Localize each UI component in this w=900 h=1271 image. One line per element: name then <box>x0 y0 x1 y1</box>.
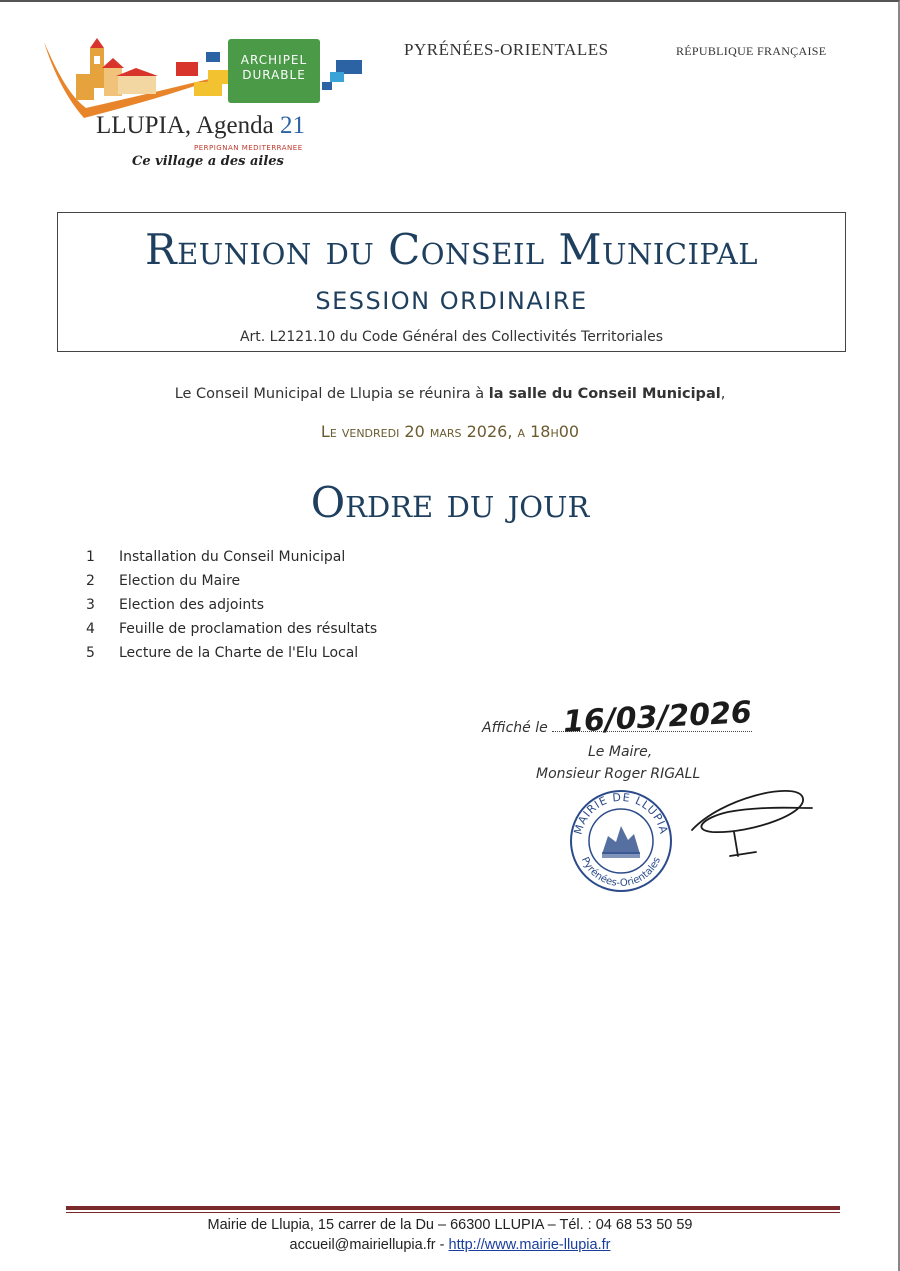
village-logo-icon <box>40 34 380 174</box>
department-heading: PYRÉNÉES-ORIENTALES <box>404 40 609 59</box>
convocation-suffix: , <box>720 386 726 402</box>
footer-address: Mairie de Llupia, 15 carrer de la Du – 66300 LLUPIA – Tél. : 04 68 53 50 59 <box>207 1217 693 1233</box>
footer-rule-thick <box>66 1206 840 1210</box>
session-type: SESSION ORDINAIRE <box>315 287 588 315</box>
agenda-list <box>86 549 377 669</box>
agenda-item-number: 5 <box>86 645 95 661</box>
convocation-place: la salle du Conseil Municipal <box>488 386 721 402</box>
agenda-item-number: 2 <box>86 573 95 589</box>
footer-separator: - <box>435 1237 449 1253</box>
agenda-item-label: Lecture de la Charte de l'Elu Local <box>119 645 359 661</box>
logo-name-number: 21 <box>280 112 305 139</box>
stamp-top-text: MAIRIE DE LLUPIA <box>571 790 671 836</box>
logo-motto: Ce village a des ailes <box>132 154 284 169</box>
agenda-item <box>86 573 377 597</box>
agenda-item <box>86 621 377 645</box>
logo-name <box>96 112 305 140</box>
meeting-date: Le vendredi 20 mars 2026, a 18h00 <box>320 422 580 441</box>
mayor-name: Monsieur Roger RIGALL <box>536 766 701 782</box>
agenda-item <box>86 549 377 573</box>
mairie-stamp-icon <box>568 788 674 894</box>
republic-heading: RÉPUBLIQUE FRANÇAISE <box>676 44 827 58</box>
banner-line1: ARCHIPEL <box>240 53 308 67</box>
banner-line2: DURABLE <box>242 68 306 82</box>
document-title: Reunion du Conseil Municipal <box>145 225 758 274</box>
agenda-item-number: 4 <box>86 621 95 637</box>
mayor-signature-icon <box>672 778 822 878</box>
agenda-item-label: Feuille de proclamation des résultats <box>119 621 378 637</box>
archipel-durable-banner <box>228 39 320 103</box>
agenda-item-number: 3 <box>86 597 95 613</box>
footer-website-link[interactable]: http://www.mairie-llupia.fr <box>448 1237 611 1253</box>
logo-name-text: LLUPIA, Agenda <box>96 112 274 139</box>
agenda-item <box>86 597 377 621</box>
legal-article: Art. L2121.10 du Code Général des Collectivités Territoriales <box>239 329 664 345</box>
llupia-agenda21-logo <box>40 34 380 174</box>
posted-label: Affiché le <box>482 720 548 736</box>
convocation-text <box>0 386 900 402</box>
convocation-lead: Le Conseil Municipal de Llupia se réunira à <box>174 386 489 402</box>
agenda-item <box>86 645 377 669</box>
footer-rule-thin <box>66 1212 840 1213</box>
footer-contact <box>0 1237 900 1253</box>
agenda-title: Ordre du jour <box>310 478 590 527</box>
agenda-item-label: Election du Maire <box>119 573 241 589</box>
agenda-item-number: 1 <box>86 549 95 565</box>
title-box <box>57 212 846 352</box>
logo-subtitle: PERPIGNAN MEDITERRANEE <box>194 144 303 152</box>
footer-email: accueil@mairiellupia.fr <box>289 1237 436 1253</box>
stamp-bottom-text: Pyrénées-Orientales <box>578 855 664 890</box>
agenda-item-label: Installation du Conseil Municipal <box>119 549 346 565</box>
posted-date-handwritten: 16/03/2026 <box>562 695 753 740</box>
agenda-item-label: Election des adjoints <box>119 597 265 613</box>
mayor-role: Le Maire, <box>588 744 653 760</box>
